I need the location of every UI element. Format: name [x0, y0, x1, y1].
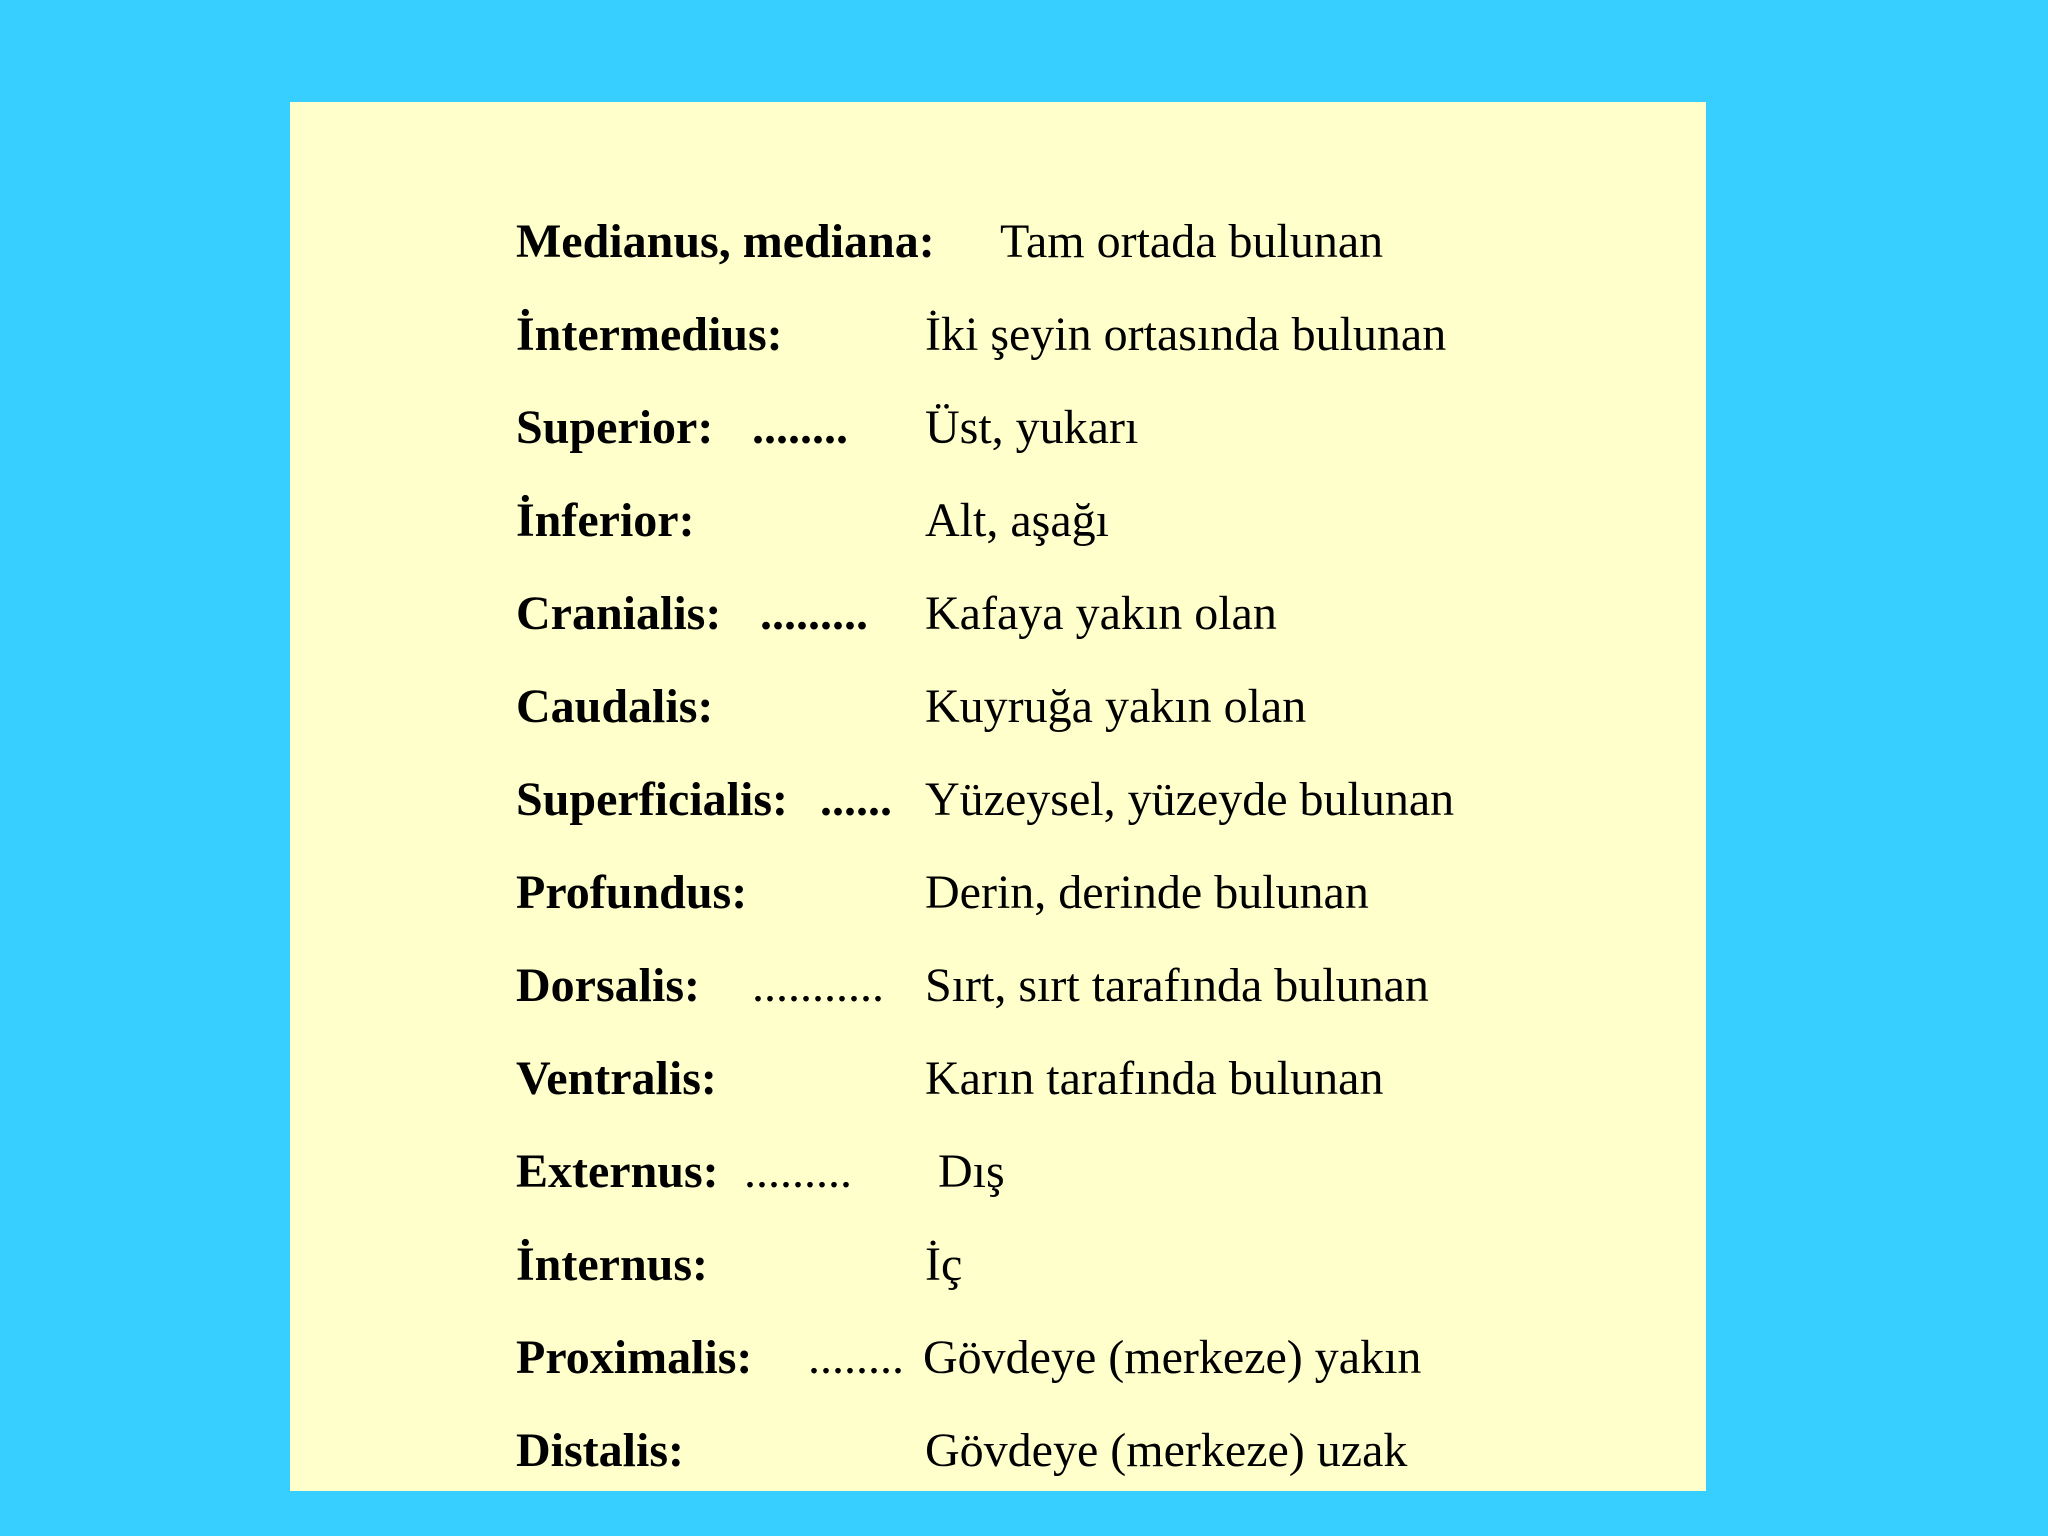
term-definition: Derin, derinde bulunan: [925, 866, 1369, 919]
leader-dots: ........: [808, 1331, 904, 1384]
term-label: Medianus, mediana:: [516, 215, 935, 268]
term-row-superior: [516, 401, 1516, 497]
term-row-caudalis: [516, 680, 1516, 776]
term-label: İntermedius:: [516, 308, 783, 361]
term-definition: Gövdeye (merkeze) uzak: [925, 1424, 1408, 1477]
term-definition: Kafaya yakın olan: [925, 587, 1277, 640]
term-row-medianus: [516, 215, 1516, 311]
term-label: Proximalis:: [516, 1331, 753, 1384]
term-label: Superior:: [516, 401, 714, 454]
term-label: Ventralis:: [516, 1052, 717, 1105]
term-definition: Alt, aşağı: [925, 494, 1109, 547]
term-row-proximalis: [516, 1331, 1516, 1427]
term-row-ventralis: [516, 1052, 1516, 1148]
term-definition: İki şeyin ortasında bulunan: [925, 308, 1447, 361]
leader-dots: ........: [752, 401, 848, 454]
term-definition: Karın tarafında bulunan: [925, 1052, 1384, 1105]
term-definition: İç: [925, 1238, 963, 1291]
term-row-profundus: [516, 866, 1516, 962]
term-definition: Dış: [938, 1145, 1005, 1198]
term-row-intermedius: [516, 308, 1516, 404]
term-row-externus: [516, 1145, 1516, 1241]
term-label: Profundus:: [516, 866, 748, 919]
term-label: Cranialis:: [516, 587, 722, 640]
leader-dots: .........: [760, 587, 868, 640]
term-definition: Yüzeysel, yüzeyde bulunan: [925, 773, 1455, 826]
term-label: Dorsalis:: [516, 959, 700, 1012]
term-definition: Sırt, sırt tarafında bulunan: [925, 959, 1429, 1012]
term-definition: Kuyruğa yakın olan: [925, 680, 1307, 733]
term-definition: Üst, yukarı: [925, 401, 1139, 454]
term-row-superficialis: [516, 773, 1516, 869]
term-label: İnferior:: [516, 494, 695, 547]
leader-dots: ......: [820, 773, 892, 826]
term-label: Distalis:: [516, 1424, 684, 1477]
leader-dots: ...........: [752, 959, 884, 1012]
term-row-cranialis: [516, 587, 1516, 683]
term-label: Externus:: [516, 1145, 719, 1198]
leader-dots: .........: [744, 1145, 852, 1198]
term-row-dorsalis: [516, 959, 1516, 1055]
term-definition: Gövdeye (merkeze) yakın: [923, 1331, 1422, 1384]
term-row-inferior: [516, 494, 1516, 590]
term-label: Caudalis:: [516, 680, 714, 733]
term-label: İnternus:: [516, 1238, 709, 1291]
term-row-internus: [516, 1238, 1516, 1334]
term-row-distalis: [516, 1424, 1516, 1520]
term-definition: Tam ortada bulunan: [1000, 215, 1384, 268]
term-label: Superficialis:: [516, 773, 788, 826]
